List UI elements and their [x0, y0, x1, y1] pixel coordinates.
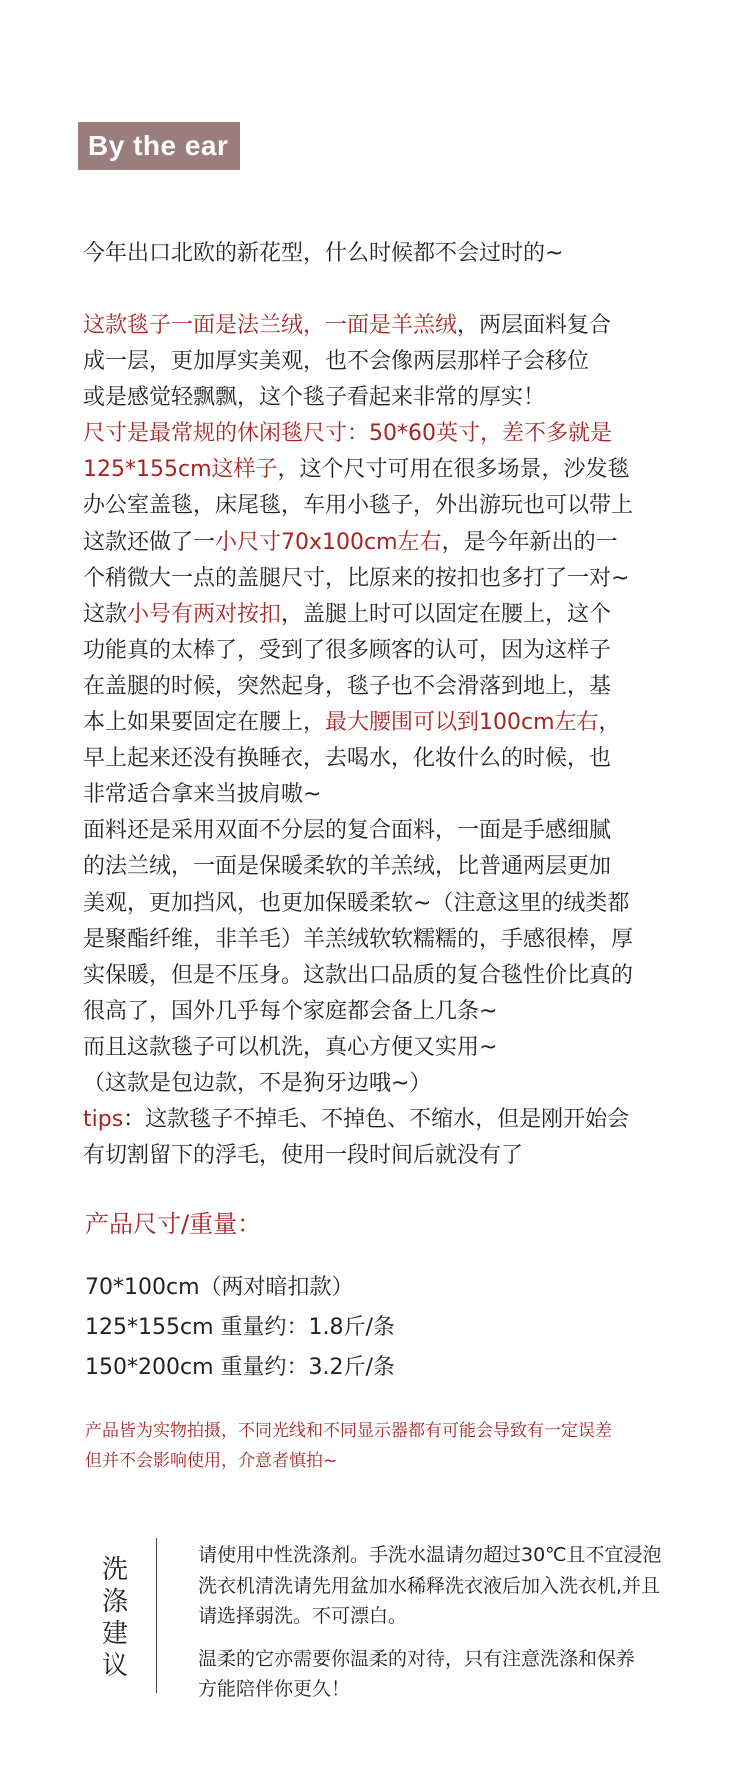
body-text-segment: ，是今年新出的一 — [441, 529, 618, 555]
paragraph-line — [83, 958, 723, 994]
body-text-segment: 办公室盖毯，床尾毯，车用小毯子，外出游玩也可以带上 — [83, 493, 634, 519]
paragraph-line — [83, 633, 723, 669]
body-text-segment: ， — [598, 710, 621, 736]
highlight-text: 尺寸是最常规的休闲毯尺寸：50*60英寸，差不多就是 — [83, 421, 612, 447]
highlight-text: 这款毯子一面是法兰绒，一面是羊羔绒 — [83, 313, 458, 338]
paragraph-line — [83, 597, 723, 633]
body-text-segment: 本上如果要固定在腰上， — [83, 710, 326, 736]
washing-label-char: 建 — [101, 1619, 128, 1649]
paragraph-line — [83, 705, 723, 741]
body-text-segment: 成一层，更加厚实美观，也不会像两层那样子会移位 — [83, 349, 590, 375]
section-badge: By the ear — [78, 122, 240, 170]
washing-instructions — [198, 1540, 662, 1705]
body-text-segment: ，这个尺寸可用在很多场景，沙发毯 — [277, 457, 630, 483]
disclaimer-line: 产品皆为实物拍摄，不同光线和不同显示器都有可能会导致有一定误差 — [85, 1421, 612, 1441]
body-text-segment: 的法兰绒，一面是保暖柔软的羊羔绒，比普通两层更加 — [83, 854, 612, 880]
body-text-segment: 很高了，国外几乎每个家庭都会备上几条~ — [83, 998, 498, 1024]
disclaimer — [85, 1416, 612, 1476]
paragraph-line — [83, 344, 723, 380]
body-text-segment: 有切割留下的浮毛，使用一段时间后就没有了 — [83, 1143, 524, 1169]
body-text-segment: 是聚酯纤维，非羊毛）羊羔绒软软糯糯的，手感很棒，厚 — [83, 926, 634, 952]
washing-line: 洗衣机清洗请先用盆加水稀释洗衣液后加入洗衣机,并且 — [198, 1574, 661, 1597]
spec-title: 产品尺寸/重量： — [85, 1210, 262, 1238]
body-text-segment: 个稍微大一点的盖腿尺寸，比原来的按扣也多打了一对~ — [83, 565, 630, 591]
paragraph-line — [83, 994, 723, 1030]
body-text-segment: 非常适合拿来当披肩嗷~ — [83, 782, 322, 808]
body-text-segment: 或是感觉轻飘飘，这个毯子看起来非常的厚实！ — [83, 385, 546, 411]
paragraph-line — [83, 669, 723, 705]
body-text-segment: 功能真的太棒了，受到了很多顾客的认可，因为这样子 — [83, 637, 612, 663]
paragraph-line — [83, 1102, 723, 1138]
body-text-segment: 而且这款毯子可以机洗，真心方便又实用~ — [83, 1034, 498, 1060]
washing-label-char: 议 — [101, 1651, 128, 1681]
paragraph-line — [83, 741, 723, 777]
paragraph-line — [83, 1030, 723, 1066]
washing-label — [98, 1554, 132, 1682]
washing-line: 请使用中性洗涤剂。手洗水温请勿超过30℃且不宜浸泡 — [198, 1544, 662, 1566]
body-text-segment: 在盖腿的时候，突然起身，毯子也不会滑落到地上，基 — [83, 673, 612, 699]
spec-line: 70*100cm（两对暗扣款） — [85, 1275, 354, 1300]
highlight-text: tips — [83, 1107, 124, 1133]
spec-line: 150*200cm 重量约：3.2斤/条 — [85, 1355, 395, 1380]
paragraph-line — [83, 922, 723, 958]
intro-text: 今年出口北欧的新花型，什么时候都不会过时的~ — [83, 241, 564, 266]
washing-line: 请选择弱洗。不可漂白。 — [198, 1605, 408, 1627]
highlight-text: 小号有两对按扣 — [127, 601, 282, 627]
paragraph-line — [83, 488, 723, 524]
paragraph-line — [83, 813, 723, 849]
description-paragraph — [83, 308, 723, 1174]
paragraph-line — [83, 1066, 723, 1102]
body-text-segment: ，两层面料复合 — [457, 313, 612, 338]
paragraph-line — [83, 561, 723, 597]
body-text-segment: ：这款毯子不掉毛、不掉色、不缩水，但是刚开始会 — [123, 1107, 630, 1133]
washing-label-char: 涤 — [101, 1587, 128, 1617]
highlight-text: 小尺寸70x100cm左右 — [215, 529, 442, 555]
washing-line: 方能陪伴你更久！ — [198, 1678, 351, 1700]
body-text-segment: 实保暖，但是不压身。这款出口品质的复合毯性价比真的 — [83, 962, 634, 988]
washing-line: 温柔的它亦需要你温柔的对待，只有注意洗涤和保养 — [198, 1647, 636, 1670]
body-text-segment: 美观，更加挡风，也更加保暖柔软~（注意这里的绒类都 — [83, 890, 630, 916]
body-text-segment: 这款 — [83, 601, 128, 627]
washing-para-1 — [198, 1540, 662, 1632]
highlight-text: 125*155cm这样子 — [83, 457, 278, 483]
paragraph-line — [83, 525, 723, 561]
body-text-segment: （这款是包边款，不是狗牙边哦~） — [83, 1070, 432, 1096]
paragraph-line — [83, 886, 723, 922]
disclaimer-line: 但并不会影响使用，介意者慎拍~ — [85, 1451, 338, 1471]
body-text-segment: 早上起来还没有换睡衣，去喝水，化妆什么的时候，也 — [83, 746, 612, 772]
vertical-divider — [156, 1538, 157, 1693]
paragraph-line — [83, 452, 723, 488]
body-text-segment: 这款还做了一 — [83, 529, 216, 555]
spec-line: 125*155cm 重量约：1.8斤/条 — [85, 1315, 395, 1340]
body-text-segment: 面料还是采用双面不分层的复合面料，一面是手感细腻 — [83, 818, 612, 844]
body-text-segment: ，盖腿上时可以固定在腰上，这个 — [281, 601, 612, 627]
washing-label-char: 洗 — [101, 1555, 128, 1585]
paragraph-line — [83, 1138, 723, 1174]
paragraph-line — [83, 777, 723, 813]
paragraph-line — [83, 380, 723, 416]
paragraph-line — [83, 849, 723, 885]
paragraph-line — [83, 308, 723, 344]
highlight-text: 最大腰围可以到100cm左右 — [325, 710, 599, 736]
spec-list — [85, 1268, 395, 1388]
paragraph-line — [83, 416, 723, 452]
washing-para-2 — [198, 1644, 662, 1705]
